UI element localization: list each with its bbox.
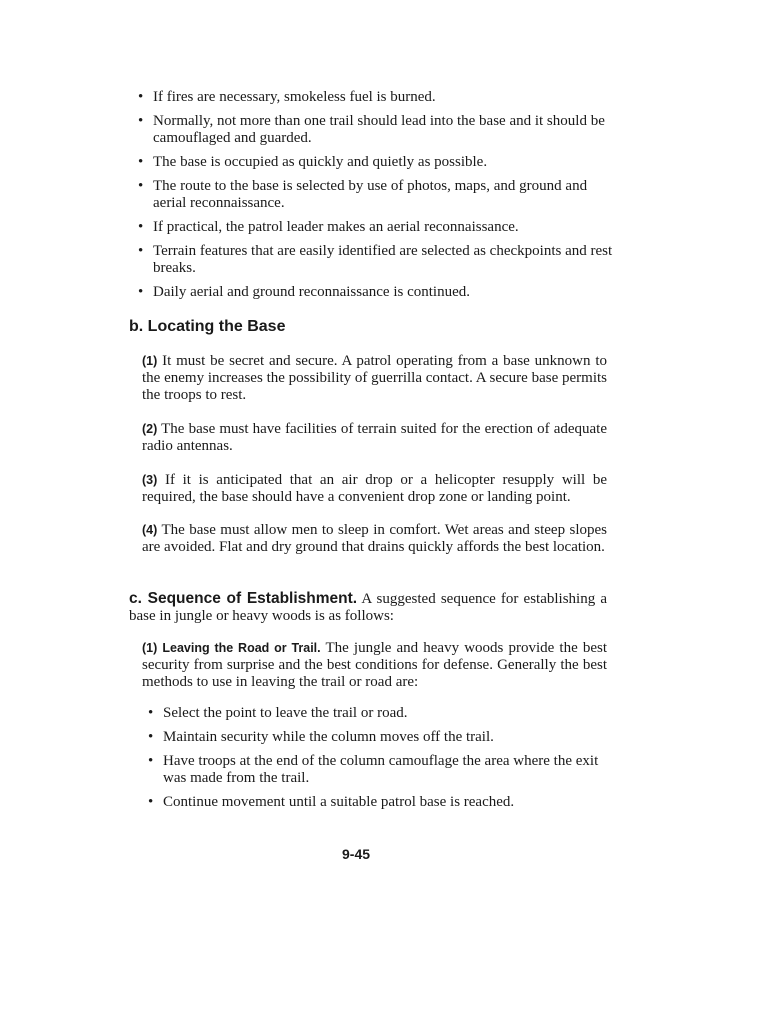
bullet-list-c1 xyxy=(148,705,610,818)
list-item: • Select the point to leave the trail or road. xyxy=(148,705,610,722)
list-item: • Have troops at the end of the column camouflage the area where the exit was made from the trail. xyxy=(148,753,610,787)
bullet-list-top xyxy=(138,89,613,308)
list-item: • Normally, not more than one trail should lead into the base and it should be camouflaged and guarded. xyxy=(138,113,613,147)
page-number: 9-45 xyxy=(342,846,371,862)
paragraph-number: (2) xyxy=(142,422,158,436)
paragraph-text: The jungle and heavy woods provide the best security from surprise and the best conditions for defense. Generally the best methods to use in leaving the trail or road are: xyxy=(142,640,608,690)
list-item: • If practical, the patrol leader makes an aerial reconnaissance. xyxy=(138,219,613,236)
paragraph-b1 xyxy=(142,353,607,404)
paragraph-text: If it is anticipated that an air drop or a helicopter resupply will be required, the base should have a convenient drop zone or landing point. xyxy=(142,472,608,505)
list-item: • The base is occupied as quickly and quietly as possible. xyxy=(138,154,613,171)
section-c-heading: c. Sequence of Establishment. xyxy=(129,590,358,607)
paragraph-b3 xyxy=(142,472,607,506)
paragraph-number: (1) xyxy=(142,641,158,655)
paragraph-number: (1) xyxy=(142,354,158,368)
paragraph-number: (3) xyxy=(142,473,158,487)
paragraph-text: The base must allow men to sleep in comfort. Wet areas and steep slopes are avoided. Flat and dry ground that drains quickly affords the best location. xyxy=(142,522,608,555)
section-c-intro-text: A suggested sequence for establishing a base in jungle or heavy woods is as follows: xyxy=(129,591,607,624)
list-item: • If fires are necessary, smokeless fuel is burned. xyxy=(138,89,613,106)
paragraph-text: It must be secret and secure. A patrol operating from a base unknown to the enemy increases the possibility of guerrilla contact. A secure base permits the troops to rest. xyxy=(142,353,607,403)
paragraph-b4 xyxy=(142,522,607,556)
paragraph-text: The base must have facilities of terrain suited for the erection of adequate radio antennas. xyxy=(142,421,608,454)
paragraph-number: (4) xyxy=(142,523,158,537)
list-item: • The route to the base is selected by use of photos, maps, and ground and aerial reconnaissance. xyxy=(138,178,613,212)
list-item: • Daily aerial and ground reconnaissance is continued. xyxy=(138,284,613,301)
section-c-intro xyxy=(129,590,607,625)
subsection-heading: Leaving the Road or Trail. xyxy=(162,641,321,655)
list-item: • Terrain features that are easily identified are selected as checkpoints and rest breaks. xyxy=(138,243,613,277)
list-item: • Continue movement until a suitable patrol base is reached. xyxy=(148,794,610,811)
paragraph-b2 xyxy=(142,421,607,455)
paragraph-c1 xyxy=(142,640,607,691)
section-b-heading: b. Locating the Base xyxy=(129,318,286,335)
list-item: • Maintain security while the column moves off the trail. xyxy=(148,729,610,746)
